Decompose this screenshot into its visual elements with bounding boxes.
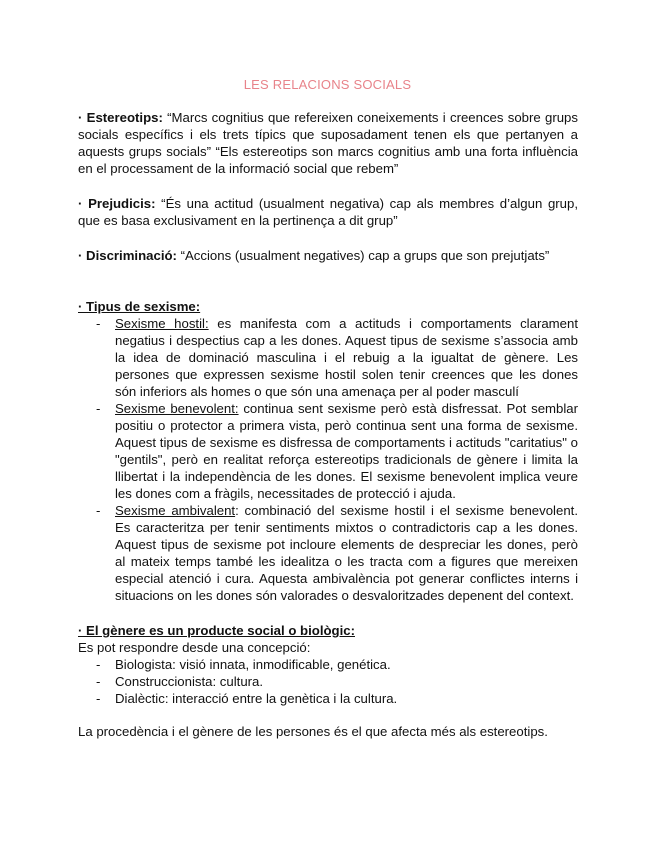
list-dash: -	[96, 657, 101, 672]
definition-text: “Accions (usualment negatives) cap a grups que son prejutjats”	[176, 248, 550, 263]
sexism-list	[78, 315, 578, 604]
list-item	[78, 315, 578, 400]
item-term: Sexisme ambivalent	[115, 503, 236, 518]
list-dash: -	[96, 691, 101, 706]
item-term: Sexisme benevolent:	[115, 401, 239, 416]
gender-list	[78, 656, 578, 707]
sexism-heading: · Tipus de sexisme:	[78, 299, 201, 314]
list-item	[78, 502, 578, 604]
item-text: Dialèctic: interacció entre la genètica i la cultura.	[115, 691, 398, 706]
item-text: Construccionista: cultura.	[115, 674, 264, 689]
definition-term: · Discriminació:	[78, 248, 177, 263]
list-item	[78, 690, 578, 707]
list-dash: -	[96, 401, 101, 416]
item-text: es manifesta com a actituds i comportaments clarament negatius i despectius cap a les dones. Aquest tipus de sexisme s’associa amb la idea de dominació masculina i el rebuig a la igualtat de gènere. Les persones que expressen sexisme hostil solen tenir creences que les dones són inferiors als homes o que són una amenaça per al poder masculí	[115, 316, 578, 399]
item-text: : combinació del sexisme hostil i el sexisme benevolent. Es caracteritza per tenir sentiments mixtos o contradictoris cap a les dones. Aquest tipus de sexisme pot incloure elements de despreciar les dones, però al mateix temps també les idealitza o les tracta com a figures que mereixen especial atenció i cura. Aquesta ambivalència pot generar conflictes interns i situacions on les dones són valorades o desvaloritzades depenent del context.	[115, 503, 578, 603]
item-term: Sexisme hostil:	[115, 316, 209, 331]
gender-heading: · El gènere es un producte social o biològic:	[78, 623, 355, 638]
definition-term: · Estereotips:	[78, 110, 163, 125]
list-item	[78, 673, 578, 690]
list-item	[78, 400, 578, 502]
page-title: LES RELACIONS SOCIALS	[243, 77, 412, 92]
definition-text: “Marcs cognitius que refereixen coneixements i creences sobre grups socials específics i els trets típics que suposadament tenen els que pertanyen a aquests grups socials” “Els estereotips son marcs cognitius amb una forta influència en el processament de la informació social que rebem”	[78, 110, 578, 176]
list-item	[78, 656, 578, 673]
gender-intro: Es pot respondre desde una concepció:	[78, 640, 311, 655]
definition-text: “És una actitud (usualment negativa) cap als membres d’algun grup, que es basa exclusivament en la pertinença a dit grup”	[78, 196, 579, 228]
definition-estereotips	[78, 109, 578, 177]
list-dash: -	[96, 316, 101, 331]
definition-term: · Prejudicis:	[78, 196, 156, 211]
definition-discriminacio	[78, 247, 578, 264]
item-text: Biologista: visió innata, inmodificable, genética.	[115, 657, 391, 672]
conclusion-text: La procedència i el gènere de les persones és el que afecta més als estereotips.	[78, 724, 548, 739]
list-dash: -	[96, 674, 101, 689]
list-dash: -	[96, 503, 101, 518]
definition-prejudicis	[78, 195, 578, 229]
item-text: continua sent sexisme però està disfressat. Pot semblar positiu o protector a primera vista, però continua sent una forma de sexisme. Aquest tipus de sexisme es disfressa de comportaments i actituds "caritatius" o "gentils", però en realitat reforça estereotips tradicionals de gènere i limita la llibertat i la independència de les dones. El sexisme benevolent implica veure les dones com a fràgils, necessitades de protecció i ajuda.	[115, 401, 578, 501]
